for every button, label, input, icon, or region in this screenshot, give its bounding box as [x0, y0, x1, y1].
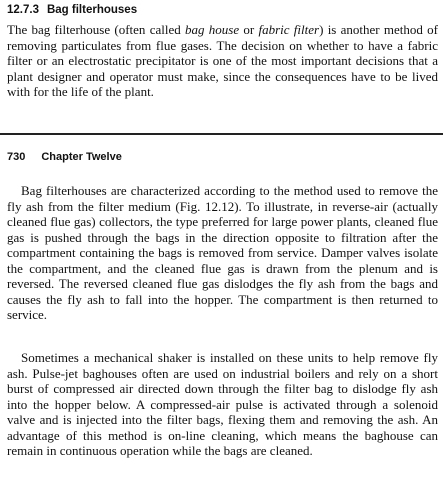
intro-text-1: The bag filterhouse (often called	[7, 22, 185, 37]
running-head	[7, 151, 122, 163]
intro-paragraph	[7, 22, 438, 100]
section-heading	[7, 4, 137, 16]
section-number: 12.7.3	[7, 4, 39, 16]
intro-italic-fabric-filter: fabric filter	[258, 22, 320, 37]
page-divider	[0, 133, 443, 135]
chapter-title: Chapter Twelve	[41, 151, 122, 163]
section-title: Bag filterhouses	[46, 4, 138, 16]
body-paragraph: Sometimes a mechanical shaker is installed on these units to help remove fly ash. Pulse-jet baghouses often are used on industrial boilers and rely on a short burst of compressed air directed down through the filter bag to dislodge fly ash into the hopper below. A compressed-air pulse is activated through a solenoid valve and is injected into the filter bags, flexing them and removing the ash. An advantage of this method is on-line cleaning, which means the baghouse can remain in continuous operation while the bags are cleaned.	[7, 350, 438, 458]
intro-text-2: or	[239, 22, 259, 37]
page-number: 730	[7, 151, 26, 163]
intro-italic-bag-house: bag house	[185, 22, 240, 37]
body-paragraph: Bag filterhouses are characterized according to the method used to remove the fly ash from the filter medium (Fig. 12.12). To illustrate, in reverse-air (actually cleaned flue gas) collectors, the type preferred for large power plants, cleaned flue gas is pushed through the bags in the direction opposite to filtration after the compartment containing the bags is removed from service. Damper valves isolate the compartment, and the cleaned flue gas is drawn from the plenum and is reversed. The reversed cleaned flue gas dislodges the fly ash from the bags and causes the fly ash to fall into the hopper. The compartment is then returned to service.	[7, 183, 438, 322]
intro-text-3: ) is another method of removing particulates from flue gases. The decision on whether to have a fabric filter or an electrostatic precipitator is one of the most important decisions that a plant designer and operator must make, since the consequences have to be lived with for the life of the plant.	[7, 22, 438, 99]
